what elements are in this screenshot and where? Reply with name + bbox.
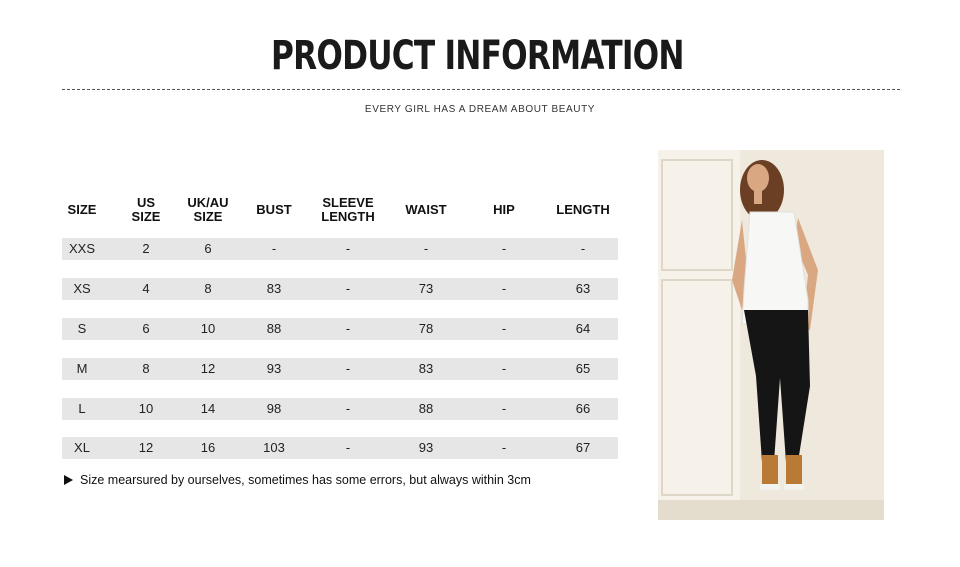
table-cell: 93 <box>266 361 282 376</box>
page-subtitle: EVERY GIRL HAS A DREAM ABOUT BEAUTY <box>364 104 596 115</box>
table-cell: 66 <box>575 401 591 416</box>
table-cell: XXS <box>68 241 95 256</box>
table-cell: 67 <box>575 440 591 455</box>
table-cell: - <box>501 241 507 256</box>
table-cell: - <box>501 281 507 296</box>
column-header-line: SIZE <box>67 202 97 217</box>
table-cell: 8 <box>142 361 150 376</box>
size-table-header <box>62 192 618 228</box>
triangle-bullet-icon <box>64 475 73 485</box>
table-cell: 16 <box>200 440 216 455</box>
table-cell: - <box>501 361 507 376</box>
table-cell: 88 <box>266 321 282 336</box>
table-cell: - <box>501 401 507 416</box>
table-cell: M <box>76 361 88 376</box>
column-header <box>118 192 174 228</box>
table-cell: - <box>501 321 507 336</box>
table-cell: 12 <box>200 361 216 376</box>
table-cell: - <box>580 241 586 256</box>
dashed-divider <box>62 89 900 90</box>
column-header-line: BUST <box>256 202 292 217</box>
table-row <box>62 278 618 300</box>
table-cell: - <box>345 281 351 296</box>
model-photo <box>658 150 884 520</box>
table-cell: 10 <box>138 401 154 416</box>
table-cell: 12 <box>138 440 154 455</box>
column-header <box>394 192 458 228</box>
column-header-line: UK/AU <box>187 195 229 210</box>
table-cell: 6 <box>204 241 212 256</box>
page-title: PRODUCT INFORMATION <box>271 33 684 79</box>
table-cell: 65 <box>575 361 591 376</box>
table-row <box>62 358 618 380</box>
table-cell: 14 <box>200 401 216 416</box>
size-table <box>62 192 618 455</box>
column-header-line: LENGTH <box>556 202 610 217</box>
column-header <box>548 192 618 228</box>
table-cell: S <box>77 321 87 336</box>
column-header-line: WAIST <box>405 202 447 217</box>
table-cell: 63 <box>575 281 591 296</box>
table-cell: - <box>271 241 277 256</box>
table-cell: 6 <box>142 321 150 336</box>
table-cell: L <box>78 401 86 416</box>
table-cell: 98 <box>266 401 282 416</box>
table-cell: 73 <box>418 281 434 296</box>
table-cell: XL <box>74 440 90 455</box>
table-row <box>62 238 618 260</box>
column-header-line: SIZE <box>193 209 223 224</box>
table-cell: XS <box>73 281 91 296</box>
size-note <box>64 473 531 487</box>
table-cell: 8 <box>204 281 212 296</box>
table-cell: - <box>345 321 351 336</box>
column-header-line: SLEEVE <box>322 195 374 210</box>
column-header-line: LENGTH <box>321 209 375 224</box>
table-cell: - <box>345 401 351 416</box>
table-cell: 4 <box>142 281 150 296</box>
column-header-line: SIZE <box>131 209 161 224</box>
table-cell: 64 <box>575 321 591 336</box>
table-cell: - <box>501 440 507 455</box>
table-cell: 78 <box>418 321 434 336</box>
table-row <box>62 318 618 340</box>
column-header <box>173 192 243 228</box>
table-cell: - <box>345 361 351 376</box>
table-cell: - <box>345 440 351 455</box>
column-header <box>246 192 302 228</box>
table-cell: 93 <box>418 440 434 455</box>
table-cell: 10 <box>200 321 216 336</box>
size-note-text: Size mearsured by ourselves, sometimes has some errors, but always within 3cm <box>80 473 531 487</box>
table-cell: 83 <box>266 281 282 296</box>
table-cell: - <box>345 241 351 256</box>
column-header-line: US <box>136 195 156 210</box>
column-header <box>312 192 384 228</box>
table-row <box>62 398 618 420</box>
table-cell: 103 <box>263 440 285 455</box>
column-header-line: HIP <box>493 202 515 217</box>
table-cell: 2 <box>142 241 150 256</box>
table-cell: 83 <box>418 361 434 376</box>
column-header <box>476 192 532 228</box>
table-row <box>62 437 618 459</box>
column-header <box>57 192 107 228</box>
table-cell: 88 <box>418 401 434 416</box>
table-cell: - <box>423 241 429 256</box>
